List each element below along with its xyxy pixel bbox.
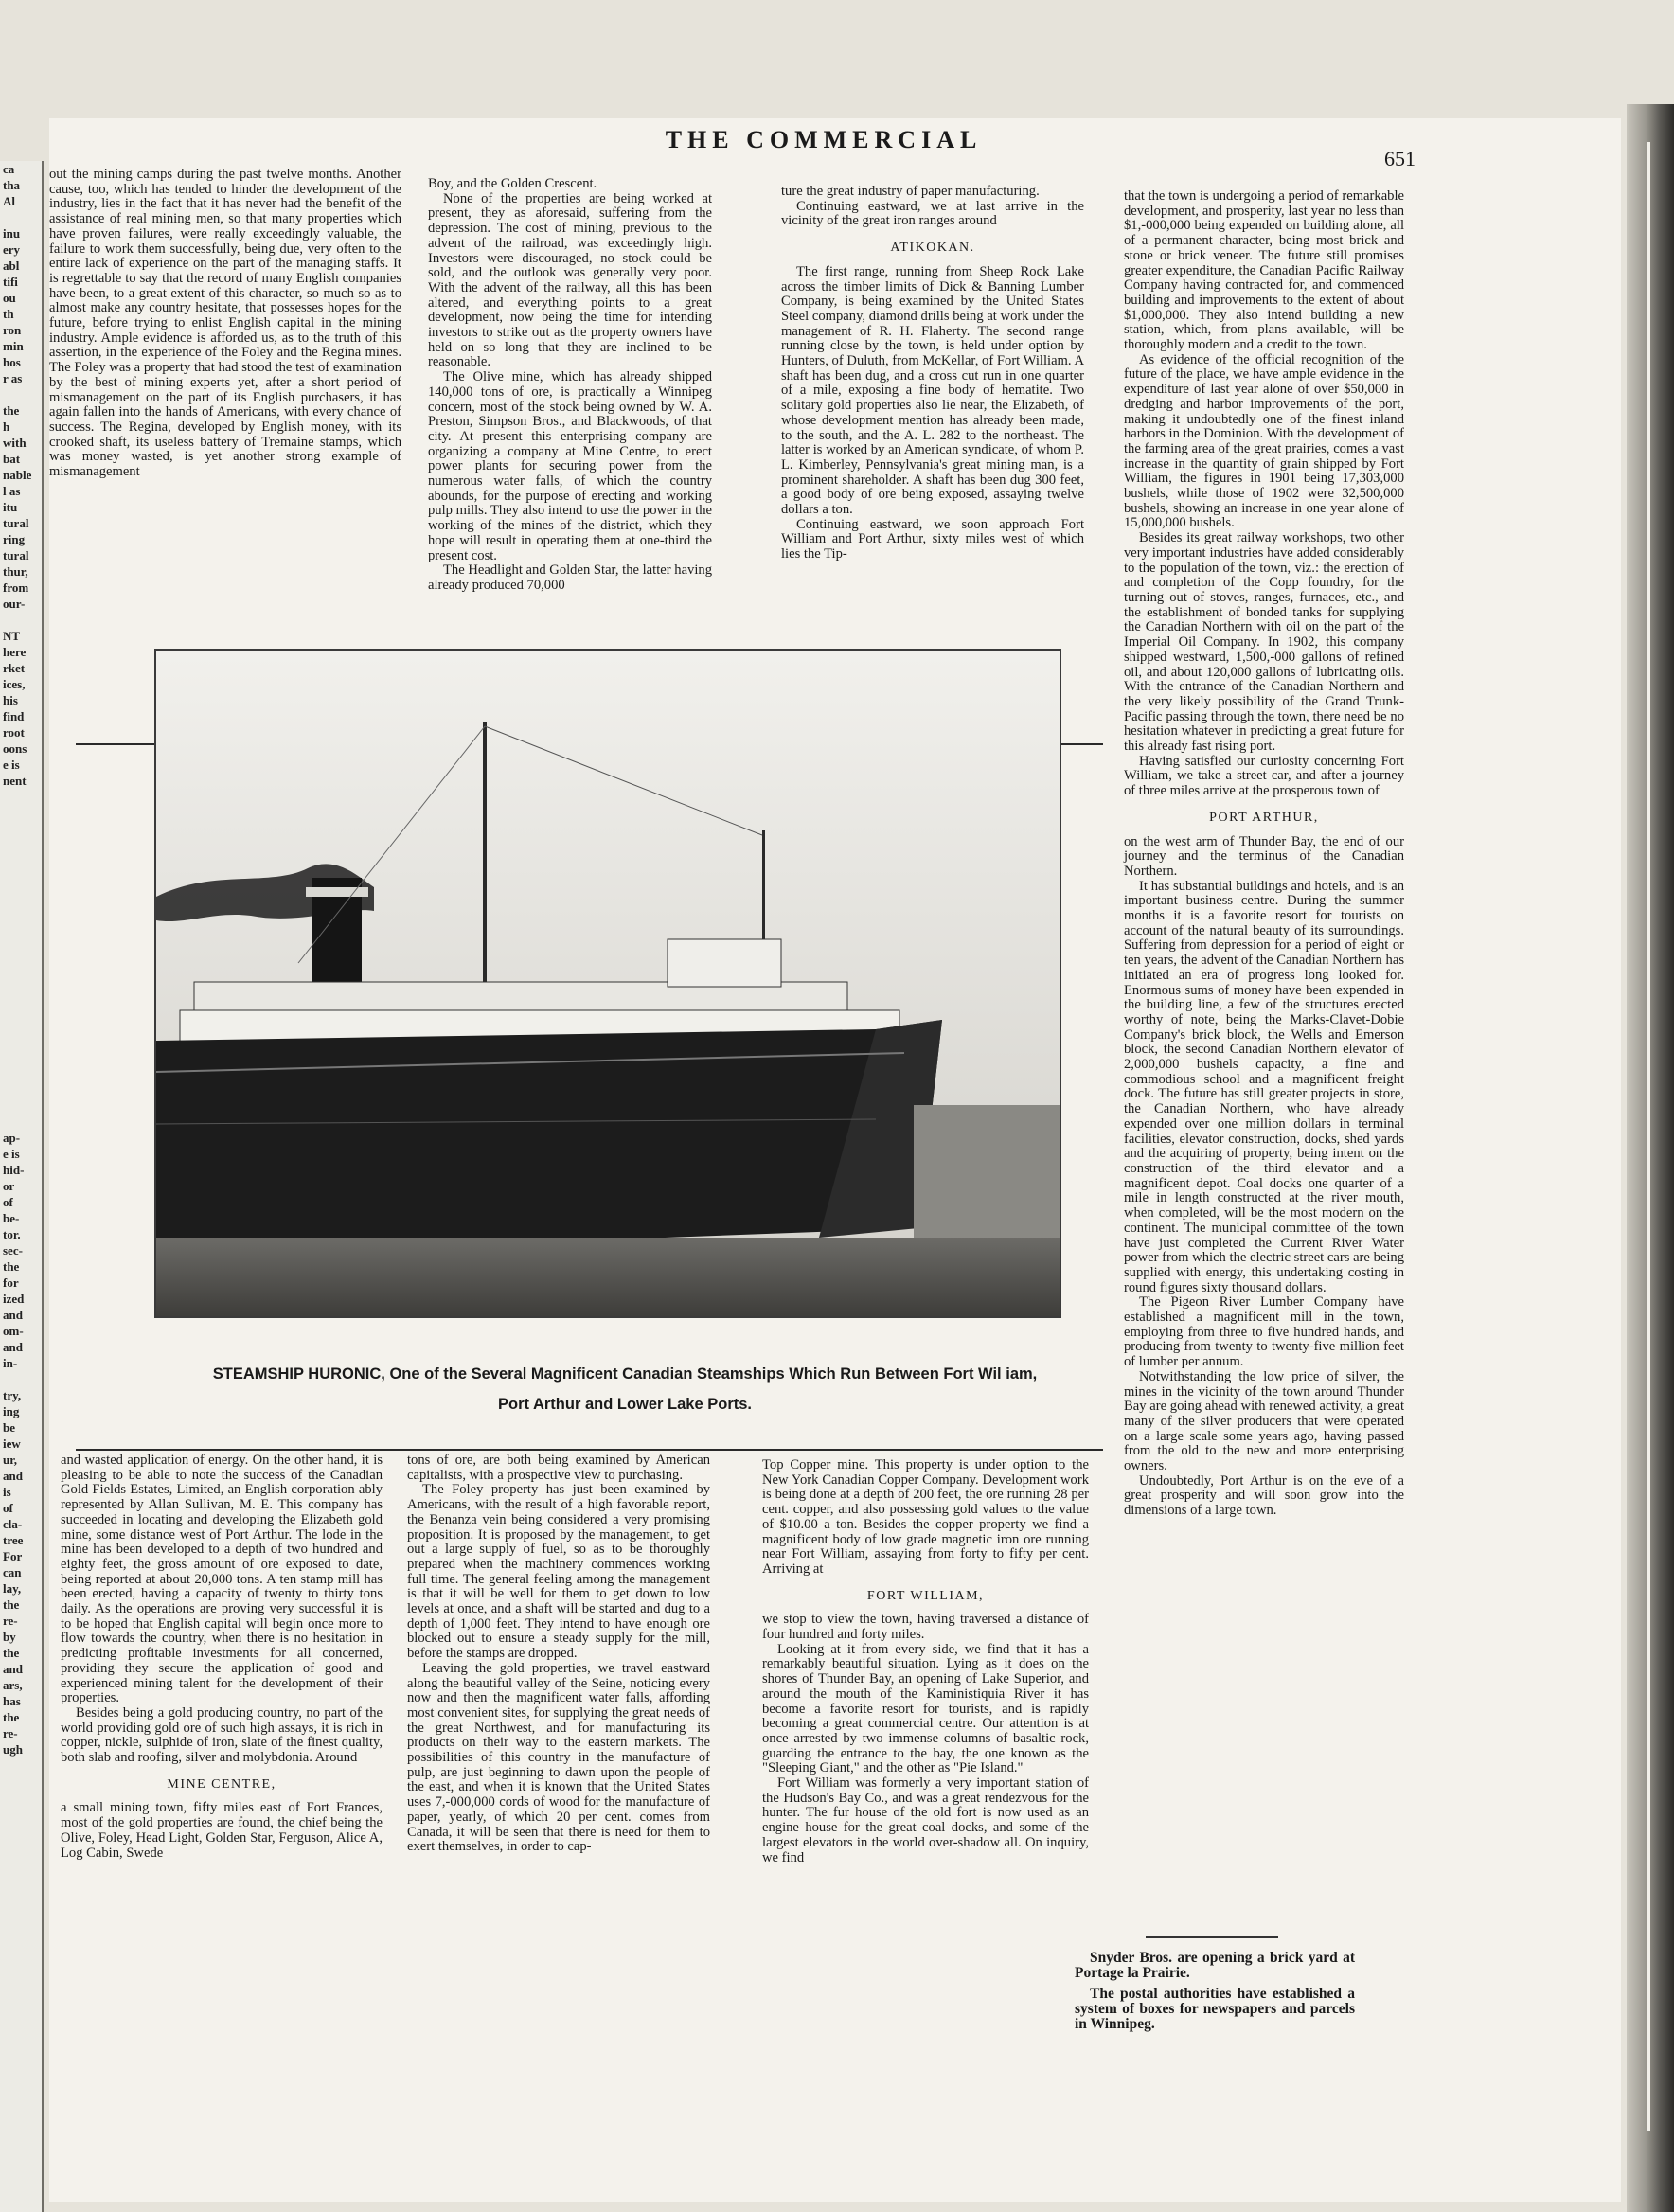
adjacent-page-fragment: ring — [3, 532, 26, 546]
adjacent-page-fragments-bottom — [0, 1130, 42, 1757]
adjacent-page-fragment: ur, — [3, 1453, 18, 1467]
adjacent-page-fragment: with — [3, 436, 27, 450]
adjacent-page-fragment: ars, — [3, 1678, 23, 1692]
paragraph: Top Copper mine. This property is under option to the New York Canadian Copper Company. Development work is being done at a depth of 200 feet, the ore running 28 per cent. copper, and also possessing gold values to the value of $10.00 a ton. Besides the copper property we find a magnificent body of low grade magnetic iron ore running near Fort William, assaying from forty to fifty per cent. Arriving at — [762, 1457, 1089, 1577]
adjacent-page-fragment: nent — [3, 774, 27, 788]
photo-caption — [123, 1359, 1127, 1419]
adjacent-page-fragment: h — [3, 419, 10, 434]
adjacent-page-fragment: his — [3, 693, 18, 707]
top-column-1 — [49, 168, 401, 480]
adjacent-page-fragment: in- — [3, 1356, 18, 1370]
page-number: 651 — [1384, 147, 1416, 170]
adjacent-page-fragment: NT — [3, 629, 21, 643]
adjacent-page-fragment: and — [3, 1340, 23, 1354]
adjacent-page-fragment: re- — [3, 1614, 18, 1628]
adjacent-page-fragment: the — [3, 1646, 20, 1660]
paragraph: out the mining camps during the past twelve months. Another cause, too, which has tended to hinder the development of the industry, lies in the fact that it has never had the benefit of the assistance of real mining men, so that many properties which have proven failures, were really exceedingly valuable, the failure to work them successfully, being due, very often to the entire lack of experience on the part of the managing staffs. It is regrettable to say that the record of many English companies have been, to a great extent of this character, so much so as to almost make any country hesitate, that possesses hopes for the future, before trying to enlist English capital in the mining industry. Ample evidence is afforded us, as to the truth of this assertion, in the experience of the Foley and the Regina mines. The Foley was a property that had stood the test of examination by the best of mining experts yet, after a short period of mismanagement on the part of its English purchasers, it has again fallen into the hands of Americans, with every chance of success. The Regina, developed by English money, with its crooked shaft, its useless battery of Tremaine stamps, which was money wasted, is yet another strong example of mismanagement — [49, 167, 401, 480]
paragraph: and wasted application of energy. On the other hand, it is pleasing to be able to note the success of the Canadian Gold Fields Estates, Limited, an English corporation ably represented by Allan Sullivan, M. E. This company has succeeded in locating and developing the Elizabeth gold mine, some distance west of Port Arthur. The lode in the mine has been developed to a depth of two hundred and eighty feet, the gross amount of ore exposed to date, being reported at about 20,000 tons. A ten stamp mill has been erected, having a capacity of twenty to thirty tons daily. As the operations are proving very successful it is to be hoped that English capital will begin once more to flow towards the country, when there is no hesitation in predicting profitable investments for all concerned, providing they secure the application of good and experienced mining talent for the development of their properties. — [61, 1453, 383, 1706]
adjacent-page-fragment: sec- — [3, 1243, 23, 1258]
adjacent-page-fragment: ou — [3, 291, 16, 305]
adjacent-page-fragment — [0, 1371, 42, 1387]
section-heading-fort-william: FORT WILLIAM, — [866, 1588, 985, 1603]
adjacent-page-fragment: root — [3, 725, 25, 740]
adjacent-page-fragment: hid- — [3, 1163, 25, 1177]
paragraph: The Olive mine, which has already shipped 140,000 tons of ore, is practically a Winnipeg concern, most of the stock being owned by W. A. Preston, Simpson Bros., and Blackwoods, of that city. At present this enterprising company are organizing a company at Mine Centre, to erect power plants for securing power from the numerous water falls, of which the country abounds, for the purpose of erecting and working pulp mills. They also intend to use the power in the working of the mines of the district, which they hope will result in operating them at one-third the present cost. — [428, 369, 712, 563]
adjacent-page-fragment: ery — [3, 242, 21, 257]
paragraph: Continuing eastward, we soon approach Fort William and Port Arthur, sixty miles west of which lies the Tip- — [781, 516, 1084, 562]
adjacent-page-fragment: tree — [3, 1533, 24, 1547]
adjacent-page-fragment: of — [3, 1501, 13, 1515]
paragraph: we stop to view the town, having traversed a distance of four hundred and forty miles. — [762, 1612, 1089, 1643]
adjacent-page-fragment — [0, 209, 42, 225]
adjacent-page-fragment: and — [3, 1308, 23, 1322]
section-heading-mine-centre: MINE CENTRE, — [167, 1776, 276, 1792]
adjacent-page-fragment: the — [3, 403, 20, 418]
adjacent-page-fragment: tifi — [3, 275, 18, 289]
adjacent-page-fragment: the — [3, 1597, 20, 1612]
masthead: THE COMMERCIAL — [665, 126, 983, 153]
adjacent-page-fragment: abl — [3, 259, 20, 273]
adjacent-page-fragment: is — [3, 1485, 11, 1499]
adjacent-page-fragment: bat — [3, 452, 21, 466]
adjacent-page-fragment: tural — [3, 516, 29, 530]
paragraph: ture the great industry of paper manufacturing. — [781, 184, 1040, 199]
top-column-2 — [428, 177, 712, 594]
paragraph: Besides being a gold producing country, no part of the world providing gold ore of such high assays, it is rich in copper, nickle, sulphide of iron, slate of the finest quality, both slab and roofing, silver and molybdonia. Around — [61, 1704, 383, 1766]
adjacent-page-fragment: from — [3, 580, 29, 595]
paragraph: that the town is undergoing a period of remarkable development, and prosperity, last year no less than $1,-000,000 being expended on building alone, all of a permanent character, being most brick and stone or brick veneer. The future still promises greater expenditure, the Canadian Pacific Railway Company having contracted for, and commenced building and improvements to the extent of about $1,000,000. They also intend building a new station, which, from plans available, will be thoroughly modern and a credit to the town. — [1124, 188, 1404, 353]
paragraph: on the west arm of Thunder Bay, the end of our journey and the terminus of the Canadian Northern. — [1124, 833, 1404, 879]
notes-divider — [1146, 1936, 1278, 1938]
adjacent-page-fragment: itu — [3, 500, 18, 514]
adjacent-page-fragment: the — [3, 1259, 20, 1274]
adjacent-page-fragment: r as — [3, 371, 23, 385]
section-rule-bottom — [76, 1449, 1103, 1451]
adjacent-page-fragment: nable — [3, 468, 32, 482]
paragraph: None of the properties are being worked at present, they as aforesaid, suffering from the depression. The cost of mining, previous to the advent of the railroad, was exceedingly high. Investors were discouraged, no stock could be sold, and the outlook was generally very poor. With the advent of the railway, all this has been altered, and everything points to a great development, now being the time for intending investors to strike out as the property owners have held on so long that they are inclined to be reasonable. — [428, 190, 712, 370]
paragraph: Fort William was formerly a very important station of the Hudson's Bay Co., and was a great rendezvous for the hunter. The fur house of the old fort is now used as an engine house for the great coal docks, and some of the largest elevators in the world over-shadow all. On inquiry, we find — [762, 1775, 1089, 1865]
adjacent-page-fragment: ron — [3, 323, 22, 337]
paragraph: It has substantial buildings and hotels, and is an important business centre. During the summer months it is a favorite resort for tourists on account of the natural beauty of its surroundings. Suffering from depression for a period of eight or ten years, the advent of the Canadian Northern has initiated an era of progress long looked for. Enormous sums of money have been expended in the building line, a few of the structures erected worthy of note, being the Marks-Clavet-Dobie Company's brick block, the Wells and Emerson block, the second Canadian Northern elevator of 2,000,000 bushels capacity, a fine and commodious school and a magnificent freight dock. The future has still greater projects in store, the Canadian Northern, who have already expended over one million dollars in terminal facilities, elevator construction, docks, shed yards and the acquiring of property, being intent on the construction of the third elevator and a magnificent depot. Coal docks one quarter of a mile in length constructed at the river mouth, when completed, will be the most modern on the continent. The municipal committee of the town have just completed the Current River Water power from which the electric street cars are being supplied with energy, this undertaking costing in round figures sixty thousand dollars. — [1124, 878, 1404, 1295]
bottom-column-2 — [407, 1454, 710, 1855]
adjacent-page-fragment: ices, — [3, 677, 26, 691]
adjacent-page-fragment — [0, 612, 42, 628]
adjacent-page-fragment: l as — [3, 484, 21, 498]
adjacent-page-fragment: For — [3, 1549, 23, 1563]
adjacent-page-fragment: inu — [3, 226, 21, 241]
paragraph: Besides its great railway workshops, two other very important industries have added considerably to the population of the town, viz.: the erection of and completion of the Copp foundry, for the turning out of stoves, ranges, furnaces, etc., and the establishment of bonded tanks for supplying the Canadian Northern with oil on the part of the Imperial Oil Company. In 1902, this company shipped westward, 1,500,-000 gallons of refined oil, and about 120,000 gallons of lubricating oils. With the entrance of the Canadian Northern and the very likely possibility of the Grand Trunk-Pacific passing through the town, there need be no hesitation whatever in predicting a great future for this already fast rising port. — [1124, 530, 1404, 755]
adjacent-page-fragment: rket — [3, 661, 26, 675]
adjacent-page-fragment: ugh — [3, 1742, 23, 1757]
adjacent-page-fragment: min — [3, 339, 24, 353]
adjacent-page-fragment: ing — [3, 1404, 20, 1418]
paragraph: The Headlight and Golden Star, the latter having already produced 70,000 — [428, 562, 712, 593]
paragraph: Having satisfied our curiosity concerning Fort William, we take a street car, and after a journey of three miles arrive at the prosperous town of — [1124, 753, 1404, 799]
paragraph: Boy, and the Golden Crescent. — [428, 176, 597, 191]
adjacent-page-fragment: be- — [3, 1211, 20, 1225]
top-column-3 — [781, 185, 1084, 562]
adjacent-page-fragment: has — [3, 1694, 21, 1708]
adjacent-page-fragment: cla- — [3, 1517, 23, 1531]
adjacent-page-fragment: of — [3, 1195, 13, 1209]
adjacent-page-fragment: ized — [3, 1292, 25, 1306]
paragraph: The Foley property has just been examined by Americans, with the result of a high favorable report, the Benanza vein being considered a very promising proposition. It is proposed by the management, to get out a large supply of fuel, so as to be thoroughly prepared when the machinery commences working full time. The general feeling among the management is that it will be well for them to get down to low levels at once, and a shaft will be started and dug to a depth of 1,000 feet. They intend to have enough ore blocked out to ensure a steady supply for the mill, before the stamps are dropped. — [407, 1482, 710, 1662]
adjacent-page-fragment: or — [3, 1179, 15, 1193]
paragraph: As evidence of the official recognition of the future of the place, we have ample evidence in the expenditure of last year alone of over $50,000 in dredging and harbor improvements of the port, making it undoubtedly one of the finest inland harbors in the Dominion. With the development of the farming area of the great prairies, comes a vast increase in the quantity of grain shipped by Fort William, the figures in 1901 being 17,303,000 bushels, while those of 1902 were 32,500,000 bushels, showing an increase in one year alone of 15,000,000 bushels. — [1124, 351, 1404, 531]
steamship-photograph — [154, 649, 1061, 1318]
caption-line-1: STEAMSHIP HURONIC, One of the Several Magnificent Canadian Steamships Which Run Between Fort Wil iam, — [212, 1365, 1038, 1382]
adjacent-page-fragment: e is — [3, 758, 20, 772]
paragraph: tons of ore, are both being examined by American capitalists, with a prospective view to purchasing. — [407, 1453, 710, 1483]
adjacent-page-fragment: and — [3, 1662, 23, 1676]
adjacent-page-fragment: oons — [3, 741, 27, 756]
adjacent-page-fragment: try, — [3, 1388, 22, 1402]
paragraph: Continuing eastward, we at last arrive in the vicinity of the great iron ranges around — [781, 198, 1084, 229]
adjacent-page-fragment: and — [3, 1469, 23, 1483]
adjacent-page-fragment: iew — [3, 1436, 21, 1451]
adjacent-page-fragment: tural — [3, 548, 29, 562]
paragraph: Leaving the gold properties, we travel eastward along the beautiful valley of the Seine, noticing every now and then the magnificent water falls, affording most convenient sites, for supplying the great needs of the great Northwest, and for manufacturing its products on their way to the eastern markets. The possibilities of this country in the manufacture of pulp, are just beginning to dawn upon the people of the east, and when it is known that the United States uses 7,-000,000 cords of wood for the manufacture of paper, yearly, of which 20 per cent. comes from Canada, it will be seen that there is need for them to exert themselves, in order to cap- — [407, 1660, 710, 1855]
adjacent-page-fragment: om- — [3, 1324, 24, 1338]
bottom-column-1 — [61, 1454, 383, 1861]
paragraph: The Pigeon River Lumber Company have established a magnificent mill in the town, employing from three to five hundred hands, and producing from twenty to twenty-five million feet of lumber per annum. — [1124, 1294, 1404, 1370]
adjacent-page-fragment: ap- — [3, 1131, 21, 1145]
adjacent-page-fragment: e is — [3, 1147, 20, 1161]
adjacent-page-fragment: Al — [3, 194, 15, 208]
adjacent-page-fragment: hos — [3, 355, 21, 369]
paragraph: a small mining town, fifty miles east of Fort Frances, most of the gold properties are found, the chief being the Olive, Foley, Head Light, Golden Star, Ferguson, Alice A, Log Cabin, Swede — [61, 1800, 383, 1861]
section-heading-atikokan: ATIKOKAN. — [890, 241, 975, 256]
adjacent-page-strip — [0, 161, 44, 2212]
adjacent-page-fragment: find — [3, 709, 25, 723]
adjacent-page-fragment: our- — [3, 597, 26, 611]
note: Snyder Bros. are opening a brick yard at Portage la Prairie. — [1075, 1950, 1355, 1981]
adjacent-page-fragment: the — [3, 1710, 20, 1724]
adjacent-page-fragment: ca — [3, 162, 15, 176]
adjacent-page-fragment: th — [3, 307, 14, 321]
adjacent-page-fragment: by — [3, 1630, 16, 1644]
paragraph: Looking at it from every side, we find that it has a remarkably beautiful situation. Lying as it does on the shores of Thunder Bay, an opening of Lake Superior, and around the mouth of the Kaministiquia River it has become a favorite resort for tourists, and is rapidly becoming a great commercial centre. Our attention is at once arrested by two immense columns of basaltic rock, guarding the entrance to the bay, the one known as the "Sleeping Giant," and the other as "Pie Island." — [762, 1641, 1089, 1776]
book-spine-edge — [1627, 104, 1674, 2212]
adjacent-page-fragment — [0, 386, 42, 402]
right-column — [1124, 189, 1404, 1519]
news-notes — [1075, 1951, 1355, 2038]
steamship-illustration — [156, 651, 1060, 1316]
adjacent-page-fragment: thur, — [3, 564, 28, 579]
adjacent-page-fragment: tha — [3, 178, 21, 192]
note: The postal authorities have established a system of boxes for newspapers and parcels in Winnipeg. — [1075, 1986, 1355, 2032]
paragraph: Notwithstanding the low price of silver, the mines in the vicinity of the town around Thunder Bay are going ahead with renewed activity, a great many of the silver producers that were operated on a large scale some years ago, having passed from the old to the new and more enterprising owners. — [1124, 1368, 1404, 1474]
adjacent-page-fragments-top — [0, 161, 42, 789]
adjacent-page-fragment: lay, — [3, 1581, 22, 1596]
caption-line-2: Port Arthur and Lower Lake Ports. — [497, 1396, 752, 1413]
paragraph: The first range, running from Sheep Rock Lake across the timber limits of Dick & Banning Lumber Company, is being examined by the United States Steel company, diamond drills being at work under the management of R. H. Flaherty. The second range running close by the town, is held under option by Hunters, of Duluth, from McKellar, of Fort William. A shaft has been dug, and a cross cut run in one quarter of a mile, exposing a fine body of hematite. Two solitary gold properties also lie near, the Elizabeth, of whose development mention has already been made, to the south, and the A. L. 282 to the northeast. The latter is worked by an American syndicate, of whom P. L. Kimberley, Pennsylvania's great mining man, is a prominent shareholder. A shaft has been dug 300 feet, a good body of ore being exposed, assaying twelve dollars a ton. — [781, 263, 1084, 518]
adjacent-page-fragment: here — [3, 645, 27, 659]
section-heading-port-arthur: PORT ARTHUR, — [1209, 810, 1319, 825]
adjacent-page-fragment: can — [3, 1565, 22, 1579]
adjacent-page-fragment: re- — [3, 1726, 18, 1740]
adjacent-page-fragment: tor. — [3, 1227, 21, 1241]
paragraph: Undoubtedly, Port Arthur is on the eve of a great prosperity and will soon grow into the dimensions of a large town. — [1124, 1472, 1404, 1519]
bottom-column-3 — [762, 1458, 1089, 1865]
adjacent-page-fragment: be — [3, 1420, 15, 1435]
adjacent-page-fragment: for — [3, 1275, 19, 1290]
